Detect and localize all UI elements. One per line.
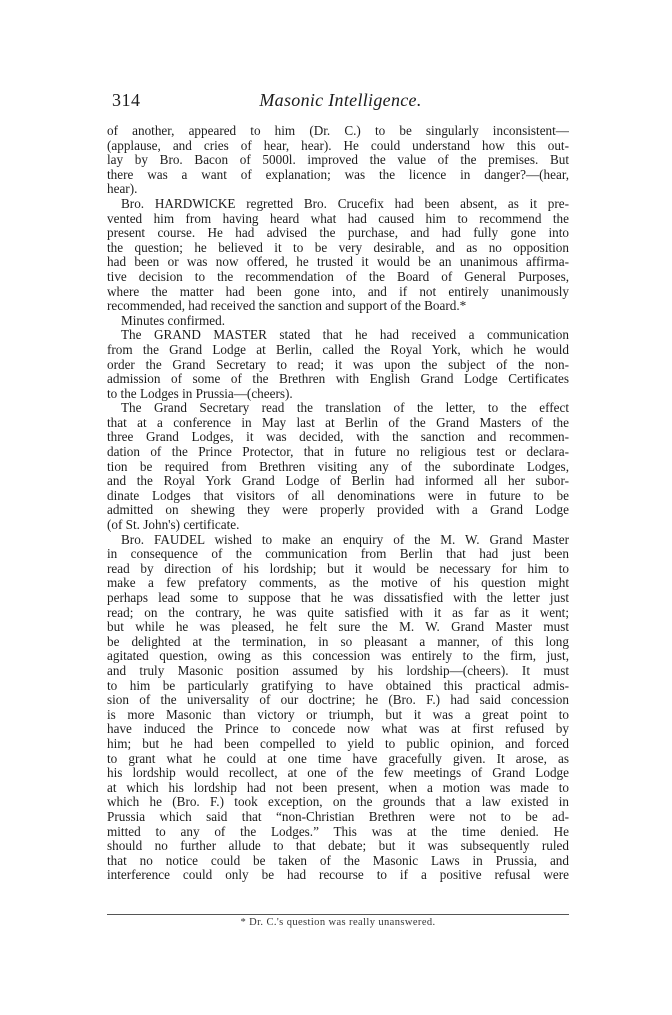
text-line: should no further allude to that debate; but it was subsequently ruled	[107, 839, 569, 854]
text-line: be delighted at the termination, in so pleasant a manner, of this long	[107, 634, 569, 649]
text-line: is more Masonic than victory or triumph, but it was a great point to	[107, 707, 569, 722]
text-line: (applause, and cries of hear, hear). He could understand how this out-	[107, 138, 569, 153]
text-line: the question; he believed it to be very desirable, and as no opposition	[107, 240, 569, 255]
text-line: recommended, had received the sanction and support of the Board.*	[107, 299, 467, 314]
text-line: sion of the universality of our doctrine; he (Bro. F.) had said concession	[107, 693, 569, 708]
running-title: Masonic Intelligence.	[259, 90, 422, 110]
text-line: (of St. John's) certificate.	[107, 518, 240, 533]
text-line: present course. He had advised the purchase, and had fully gone into	[107, 226, 569, 241]
text-line: to him be particularly gratifying to have obtained this practical admis-	[107, 678, 569, 693]
text-line: to the Lodges in Prussia—(cheers).	[107, 386, 293, 401]
text-line: perhaps lead some to suppose that he was dissatisfied with the letter just	[107, 591, 569, 605]
body-text	[107, 124, 569, 883]
text-line: The Grand Secretary read the translation of the letter, to the effect	[121, 401, 569, 416]
text-line: order the Grand Secretary to read; it was upon the subject of the non-	[107, 357, 569, 372]
text-line: where the matter had been gone into, and if not entirely unanimously	[107, 284, 569, 299]
text-line: Prussia which said that “non-Christian Brethren were not to be ad-	[107, 809, 569, 824]
text-line: agitated question, owing as this concession was entirely to the firm, just,	[107, 649, 569, 664]
footnote-rule	[107, 914, 569, 915]
text-line: admitted on shewing they were properly provided with a Grand Lodge	[107, 503, 569, 518]
text-line: hear).	[107, 182, 138, 197]
text-line: The GRAND MASTER stated that he had received a communication	[121, 328, 569, 343]
text-line: his lordship would recollect, at one of the few meetings of Grand Lodge	[107, 766, 569, 781]
text-line: tive decision to the recommendation of the Board of General Purposes,	[107, 269, 569, 284]
text-line: to grant what he could at one time have gracefully given. It arose, as	[107, 751, 569, 766]
text-line: but while he was pleased, he felt sure the M. W. Grand Master must	[107, 620, 569, 635]
text-line: of another, appeared to him (Dr. C.) to be singularly inconsistent—	[107, 124, 569, 138]
page-header	[112, 90, 569, 114]
text-line: at which his lordship had not been present, when a motion was made to	[107, 780, 569, 795]
text-line: there was a want of explanation; was the licence in danger?—(hear,	[107, 167, 569, 182]
text-line: had been or was now offered, he trusted it would be an unanimous affirma-	[107, 255, 569, 270]
text-line: vented him from having heard what had caused him to recommend the	[107, 211, 569, 226]
text-line: that no notice could be taken of the Masonic Laws in Prussia, and	[107, 853, 569, 868]
text-line: make a few prefatory comments, as the motive of his question might	[107, 576, 569, 591]
text-line: Minutes confirmed.	[121, 313, 226, 328]
text-line: read; on the contrary, he was quite satisfied with it as far as it went;	[107, 605, 569, 620]
text-line: tion be required from Brethren visiting any of the subordinate Lodges,	[107, 459, 569, 474]
text-line: dinate Lodges that visitors of all denominations were in future to be	[107, 488, 569, 503]
text-line: have induced the Prince to concede now what was at first refused by	[107, 722, 569, 737]
text-line: him; but he had been compelled to yield to public opinion, and forced	[107, 736, 569, 751]
text-line: read by direction of his lordship; but it would be necessary for him to	[107, 561, 569, 576]
text-line: Bro. HARDWICKE regretted Bro. Crucefix had been absent, as it pre-	[121, 196, 569, 211]
text-line: dation of the Prince Protector, that in future no religious test or declara-	[107, 445, 569, 460]
text-line: and truly Masonic position assumed by his lordship—(cheers). It must	[107, 663, 569, 678]
text-line: three Grand Lodges, it was decided, with the sanction and recommen-	[107, 430, 569, 445]
footnote: * Dr. C.'s question was really unanswered.	[240, 917, 436, 928]
text-line: which he (Bro. F.) took exception, on the grounds that a law existed in	[107, 795, 569, 810]
page-number: 314	[112, 90, 141, 110]
text-line: Bro. FAUDEL wished to make an enquiry of the M. W. Grand Master	[121, 532, 569, 547]
text-line: lay by Bro. Bacon of 5000l. improved the value of the premises. But	[107, 153, 569, 168]
text-line: in consequence of the communication from Berlin that had just been	[107, 547, 569, 562]
text-line: and the Royal York Grand Lodge of Berlin had informed all her subor-	[107, 474, 569, 489]
text-line: that at a conference in May last at Berlin of the Grand Masters of the	[107, 415, 569, 430]
text-line: interference could only be had recourse to if a positive refusal were	[107, 868, 569, 883]
text-line: from the Grand Lodge at Berlin, called the Royal York, which he would	[107, 342, 569, 357]
text-line: mitted to any of the Lodges.” This was at the time denied. He	[107, 824, 569, 839]
text-line: admission of some of the Brethren with English Grand Lodge Certificates	[107, 372, 569, 387]
